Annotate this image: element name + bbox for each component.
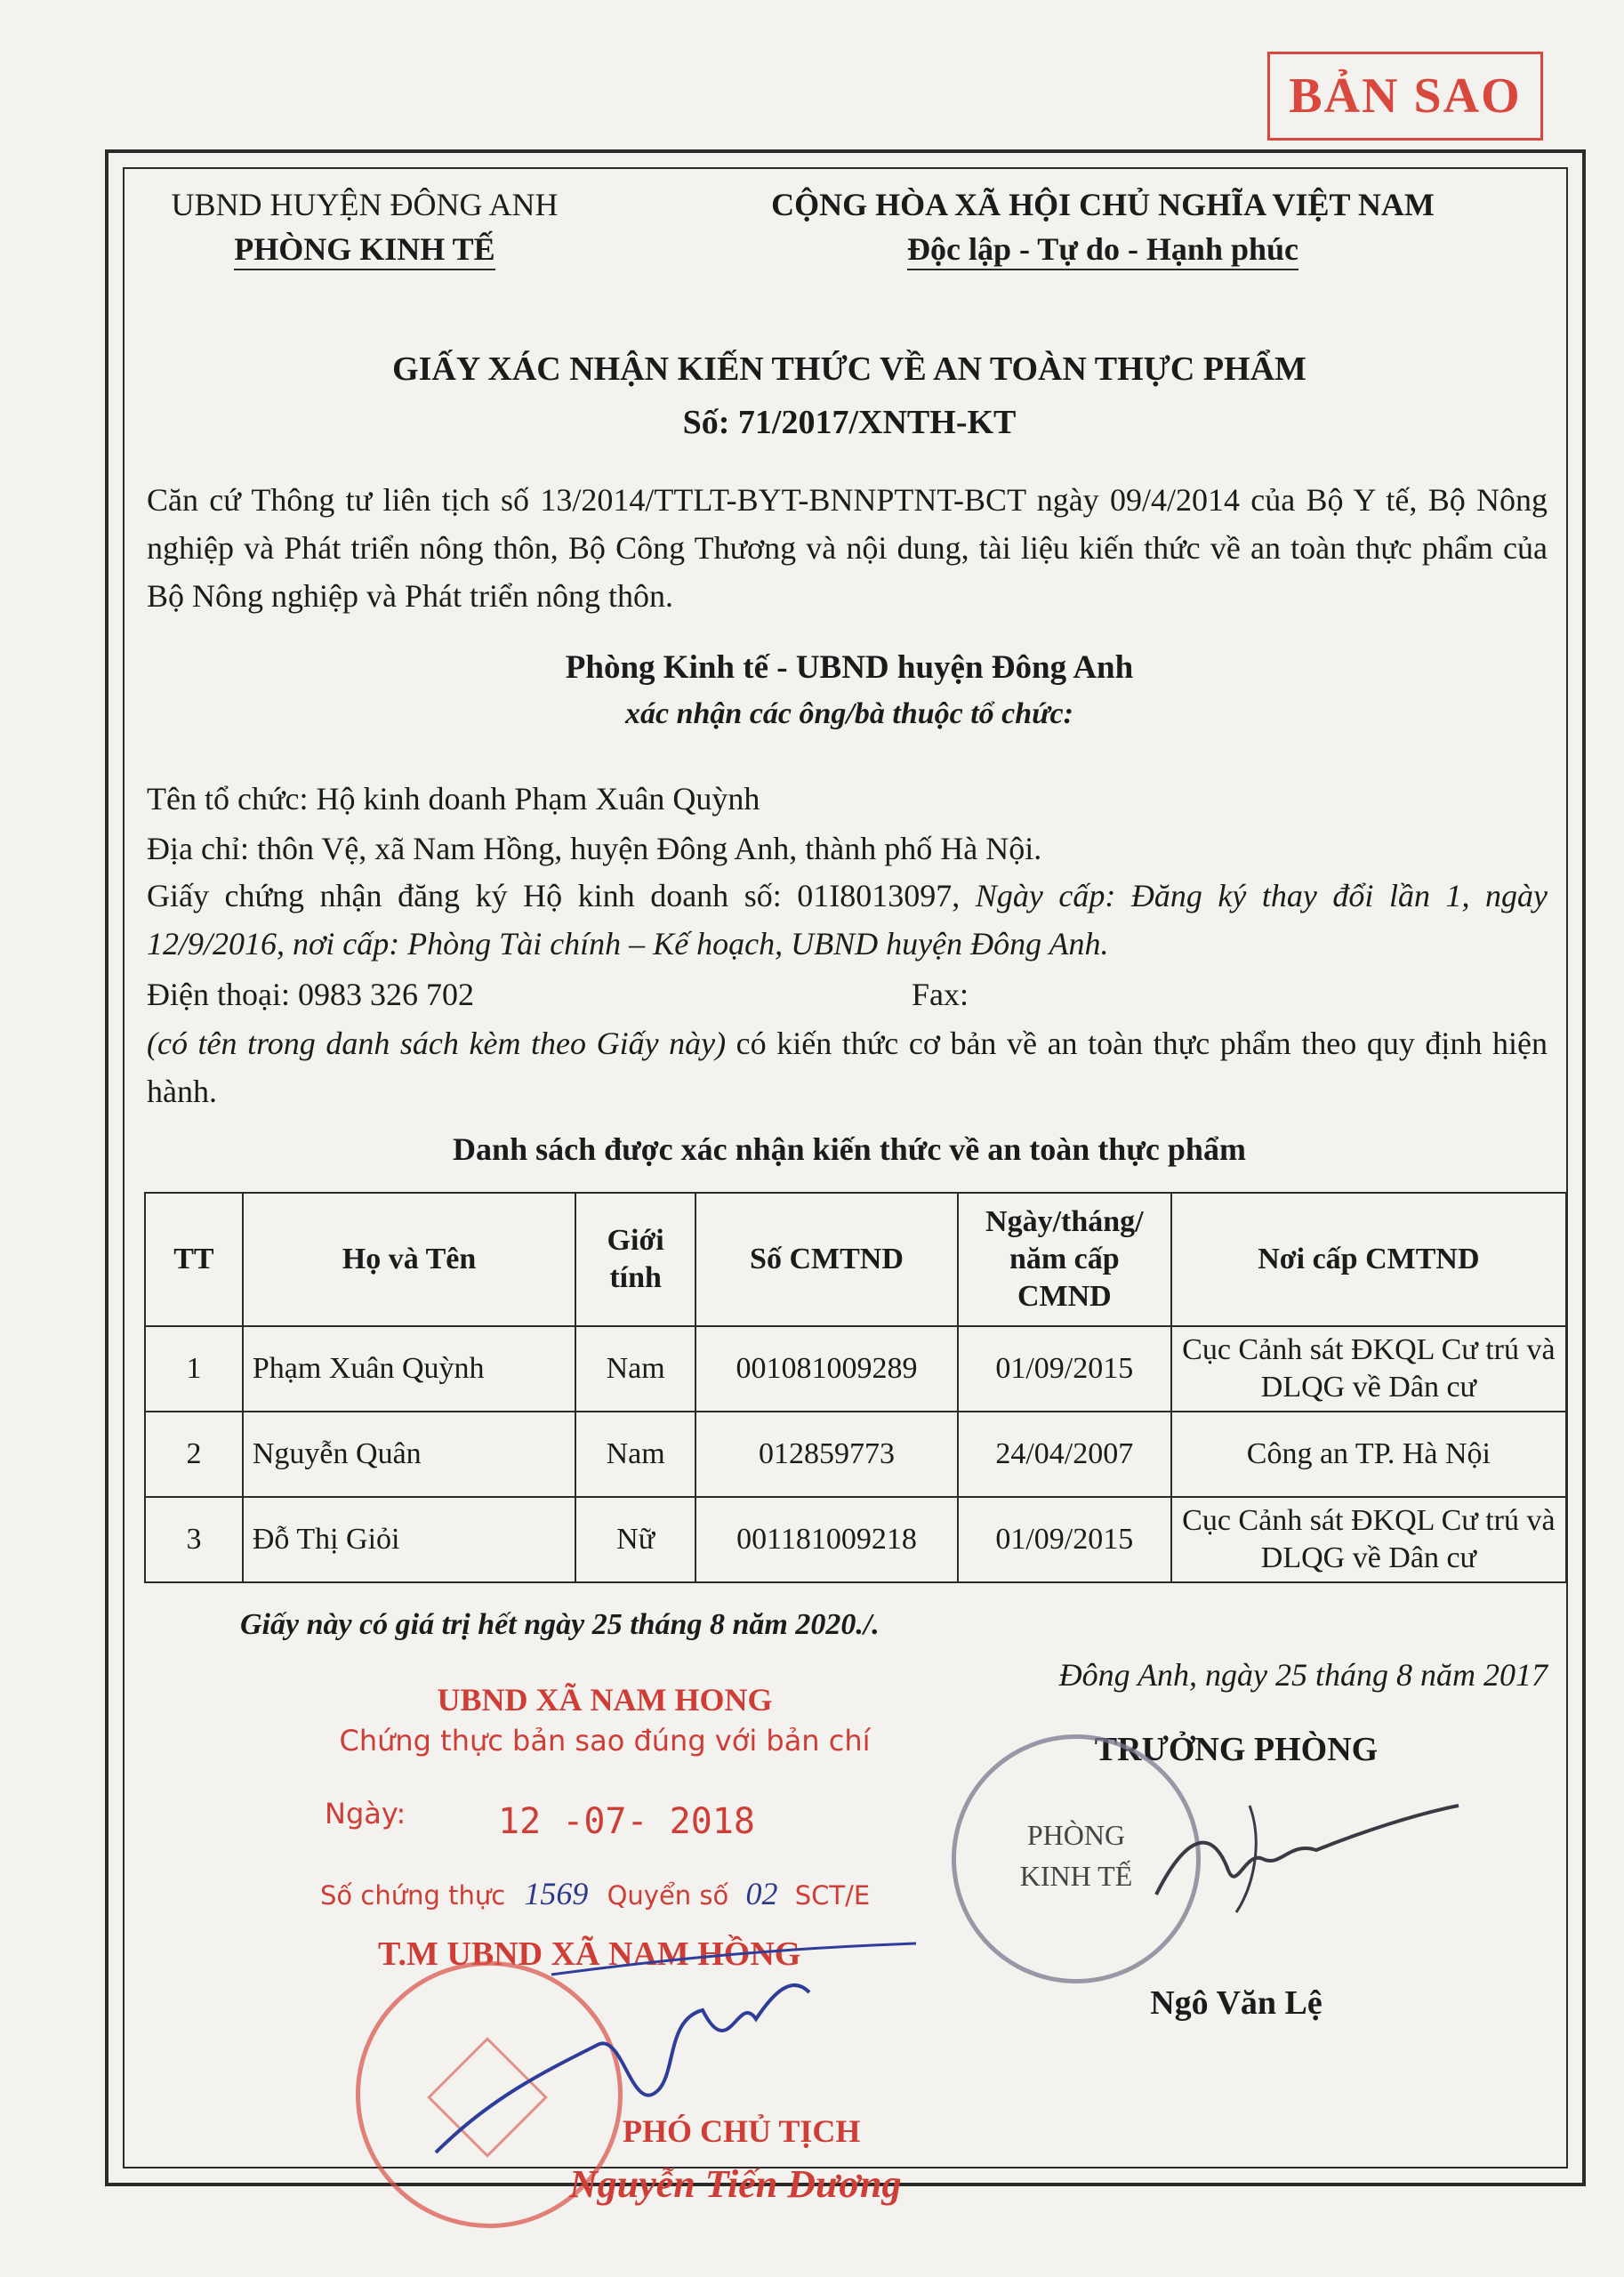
col-header-id-number: Số CMTND: [695, 1193, 958, 1326]
cell-id-number: 012859773: [695, 1412, 958, 1497]
certification-org: UBND XÃ NAM HONG: [437, 1682, 773, 1718]
cell-name: Nguyễn Quân: [243, 1412, 575, 1497]
certification-date-value: 12 -07- 2018: [498, 1801, 755, 1842]
issuer-line-1: Phòng Kinh tế - UBND huyện Đông Anh: [565, 649, 1134, 686]
book-label: Quyển số: [607, 1880, 729, 1911]
org-address: Địa chỉ: thôn Vệ, xã Nam Hồng, huyện Đông Anh, thành phố Hà Nội.: [147, 831, 1042, 866]
knowledge-note-italic: (có tên trong danh sách kèm theo Giấy này): [147, 1026, 727, 1061]
registration-details: Ngày cấp: Đăng ký thay đổi lần 1, ngày 12/9/2016, nơi cấp: Phòng Tài chính – Kế hoạch, UBND huyện Đông Anh.: [147, 878, 1548, 961]
col-header-name: Họ và Tên: [243, 1193, 575, 1326]
national-motto: Độc lập - Tự do - Hạnh phúc: [907, 231, 1298, 270]
cell-issue-date: 24/04/2007: [958, 1412, 1171, 1497]
knowledge-note-text: có kiến thức cơ bản về an toàn thực phẩm theo quy định hiện hành.: [147, 1026, 1548, 1109]
cell-gender: Nữ: [575, 1497, 695, 1582]
col-header-issue-date: Ngày/tháng/ năm cấp CMND: [958, 1193, 1171, 1326]
cell-index: 1: [145, 1326, 243, 1412]
table-caption: Danh sách được xác nhận kiến thức về an toàn thực phẩm: [453, 1131, 1246, 1167]
certification-block: [293, 1681, 916, 1758]
certification-signer: Nguyễn Tiến Dương: [569, 2162, 902, 2206]
org-fax: Fax:: [912, 977, 969, 1012]
table-header-row: [145, 1193, 1566, 1326]
table-row: [145, 1412, 1566, 1497]
certification-date-label: Ngày:: [325, 1797, 406, 1830]
cell-index: 3: [145, 1497, 243, 1582]
book-number: 02: [745, 1876, 778, 1911]
cell-issue-place: Cục Cảnh sát ĐKQL Cư trú và DLQG về Dân cư: [1171, 1326, 1566, 1412]
issuing-agency: [142, 182, 587, 271]
cell-issue-place: Cục Cảnh sát ĐKQL Cư trú và DLQG về Dân cư: [1171, 1497, 1566, 1582]
cert-number: 1569: [524, 1876, 589, 1911]
legal-basis-text: Căn cứ Thông tư liên tịch số 13/2014/TTLT-BYT-BNNPTNT-BCT ngày 09/4/2014 của Bộ Y tế, Bộ Nông nghiệp và Phát triển nông thôn, Bộ Công Thương và nội dung, tài liệu kiến thức về an toàn thực phẩm của Bộ Nông nghiệp và Phát triển nông thôn.: [147, 482, 1548, 614]
copy-stamp: BẢN SAO: [1267, 52, 1543, 141]
department-seal-text: PHÒNG KINH TẾ: [1019, 1819, 1133, 1892]
agency-parent: UBND HUYỆN ĐÔNG ANH: [171, 187, 559, 222]
col-header-issue-place: Nơi cấp CMTND: [1171, 1193, 1566, 1326]
cell-index: 2: [145, 1412, 243, 1497]
col-header-index: TT: [145, 1193, 243, 1326]
legal-basis: [147, 476, 1548, 620]
cell-issue-place: Công an TP. Hà Nội: [1171, 1412, 1566, 1497]
cell-id-number: 001181009218: [695, 1497, 958, 1582]
validity-statement: Giấy này có giá trị hết ngày 25 tháng 8 năm 2020./.: [240, 1608, 880, 1641]
certification-text: Chứng thực bản sao đúng với bản chí: [339, 1724, 871, 1758]
book-suffix: SCT/E: [794, 1880, 871, 1911]
business-registration: [147, 872, 1548, 968]
certification-role: PHÓ CHỦ TỊCH: [623, 2113, 861, 2149]
registration-number: Giấy chứng nhận đăng ký Hộ kinh doanh số: 01I8013097,: [147, 878, 961, 913]
cell-issue-date: 01/09/2015: [958, 1497, 1171, 1582]
signer-title: TRƯỞNG PHÒNG: [1094, 1731, 1379, 1768]
col-header-gender: Giới tính: [575, 1193, 695, 1326]
signer-name: Ngô Văn Lệ: [1150, 1984, 1323, 2022]
certification-on-behalf: T.M UBND XÃ NAM HỒNG: [378, 1935, 801, 1973]
document-title: GIẤY XÁC NHẬN KIẾN THỨC VỀ AN TOÀN THỰC PHẨM: [392, 350, 1306, 388]
cert-number-label: Số chứng thực: [320, 1880, 506, 1911]
cell-id-number: 001081009289: [695, 1326, 958, 1412]
issuer-line-2: xác nhận các ông/bà thuộc tổ chức:: [625, 697, 1073, 730]
cell-gender: Nam: [575, 1326, 695, 1412]
org-phone: Điện thoại: 0983 326 702: [147, 977, 474, 1012]
org-name: Tên tổ chức: Hộ kinh doanh Phạm Xuân Quỳnh: [147, 781, 760, 817]
cell-name: Phạm Xuân Quỳnh: [243, 1326, 575, 1412]
department-signature: [1147, 1788, 1467, 1921]
country-name: CỘNG HÒA XÃ HỘI CHỦ NGHĨA VIỆT NAM: [771, 187, 1435, 222]
national-header: [703, 182, 1503, 271]
agency-name: PHÒNG KINH TẾ: [234, 231, 494, 270]
knowledge-note: [147, 1019, 1548, 1115]
cell-name: Đỗ Thị Giỏi: [243, 1497, 575, 1582]
place-and-date: Đông Anh, ngày 25 tháng 8 năm 2017: [1058, 1657, 1548, 1693]
table-row: [145, 1326, 1566, 1412]
certification-numbers: [320, 1875, 870, 1912]
document-number: Số: 71/2017/XNTH-KT: [682, 404, 1017, 441]
table-row: [145, 1497, 1566, 1582]
issuer-block: [142, 645, 1556, 737]
confirmed-persons-table: [144, 1192, 1567, 1583]
cell-issue-date: 01/09/2015: [958, 1326, 1171, 1412]
document-title-block: [142, 342, 1556, 449]
cell-gender: Nam: [575, 1412, 695, 1497]
